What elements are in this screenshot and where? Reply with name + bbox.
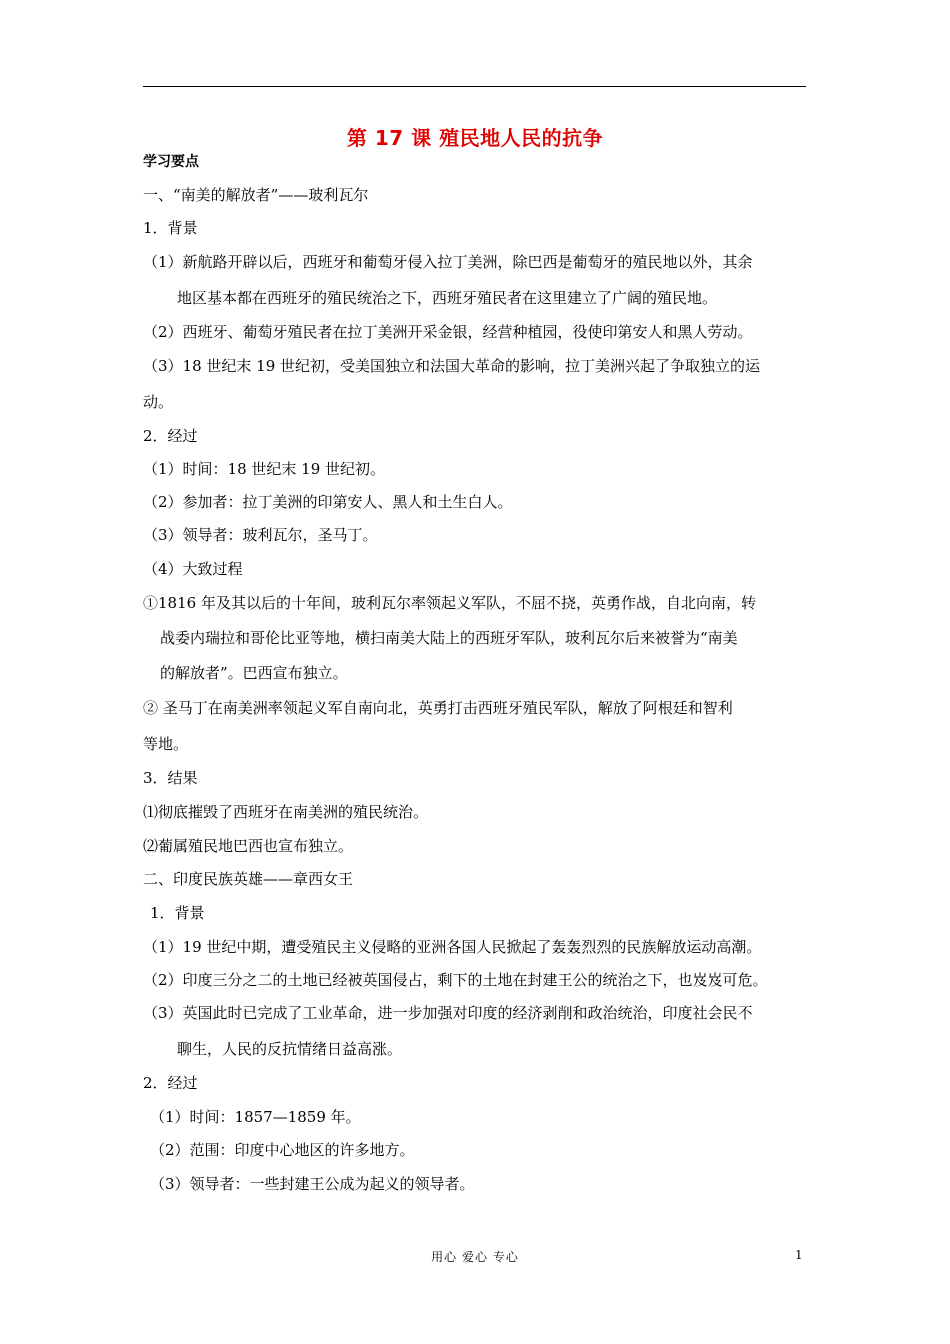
paragraph-line: （1）19 世纪中期，遭受殖民主义侵略的亚洲各国人民掀起了轰轰烈烈的民族解放运动高潮。	[143, 938, 762, 956]
section-heading-rani: 二、印度民族英雄——章西女王	[143, 870, 354, 888]
paragraph-line: ①1816 年及其以后的十年间，玻利瓦尔率领起义军队，不屈不挠，英勇作战，自北向南，转	[143, 594, 756, 612]
paragraph-line: ⑵葡属殖民地巴西也宣布独立。	[143, 837, 354, 855]
paragraph-line: 等地。	[143, 735, 189, 753]
paragraph-line: （1）时间：18 世纪末 19 世纪初。	[143, 460, 386, 478]
paragraph-line: 的解放者”。巴西宣布独立。	[160, 664, 348, 682]
paragraph-line: （1）时间：1857—1859 年。	[150, 1108, 361, 1126]
subheading-background-1: 1．背景	[143, 219, 198, 237]
paragraph-line: （3）领导者：一些封建王公成为起义的领导者。	[150, 1175, 475, 1193]
section-heading-key-points: 学习要点	[143, 154, 199, 170]
paragraph-line: （2）西班牙、葡萄牙殖民者在拉丁美洲开采金银，经营种植园，役使印第安人和黑人劳动。	[143, 323, 753, 341]
paragraph-line: 动。	[143, 393, 174, 411]
paragraph-line: （2）印度三分之二的土地已经被英国侵占，剩下的土地在封建王公的统治之下，也岌岌可危。	[143, 971, 768, 989]
section-heading-bolivar: 一、“南美的解放者”——玻利瓦尔	[143, 186, 369, 204]
paragraph-line: （3）18 世纪末 19 世纪初，受美国独立和法国大革命的影响，拉丁美洲兴起了争取独立的运	[143, 357, 761, 375]
subheading-process-2: 2．经过	[143, 1074, 198, 1092]
paragraph-line: ② 圣马丁在南美洲率领起义军自南向北，英勇打击西班牙殖民军队，解放了阿根廷和智利	[143, 699, 733, 717]
page-footer: 用心 爱心 专心	[431, 1250, 519, 1264]
paragraph-line: 聊生，人民的反抗情绪日益高涨。	[177, 1040, 403, 1058]
paragraph-line: （2）范围：印度中心地区的许多地方。	[150, 1141, 415, 1159]
paragraph-line: （2）参加者：拉丁美洲的印第安人、黑人和土生白人。	[143, 493, 513, 511]
paragraph-line: （1）新航路开辟以后，西班牙和葡萄牙侵入拉丁美洲，除巴西是葡萄牙的殖民地以外，其余	[143, 253, 753, 271]
paragraph-line: （4）大致过程	[143, 560, 243, 578]
paragraph-line: （3）领导者：玻利瓦尔，圣马丁。	[143, 526, 378, 544]
paragraph-line: （3）英国此时已完成了工业革命，进一步加强对印度的经济剥削和政治统治，印度社会民不	[143, 1004, 753, 1022]
page-number: 1	[795, 1248, 803, 1262]
subheading-background-2: 1．背景	[150, 904, 205, 922]
paragraph-line: 地区基本都在西班牙的殖民统治之下，西班牙殖民者在这里建立了广阔的殖民地。	[177, 289, 718, 307]
paragraph-line: 战委内瑞拉和哥伦比亚等地，横扫南美大陆上的西班牙军队，玻利瓦尔后来被誉为“南美	[160, 629, 738, 647]
subheading-process-1: 2．经过	[143, 427, 198, 445]
subheading-result: 3．结果	[143, 769, 198, 787]
paragraph-line: ⑴彻底摧毁了西班牙在南美洲的殖民统治。	[143, 803, 429, 821]
header-rule	[143, 86, 806, 87]
lesson-title: 第 17 课 殖民地人民的抗争	[346, 126, 604, 150]
